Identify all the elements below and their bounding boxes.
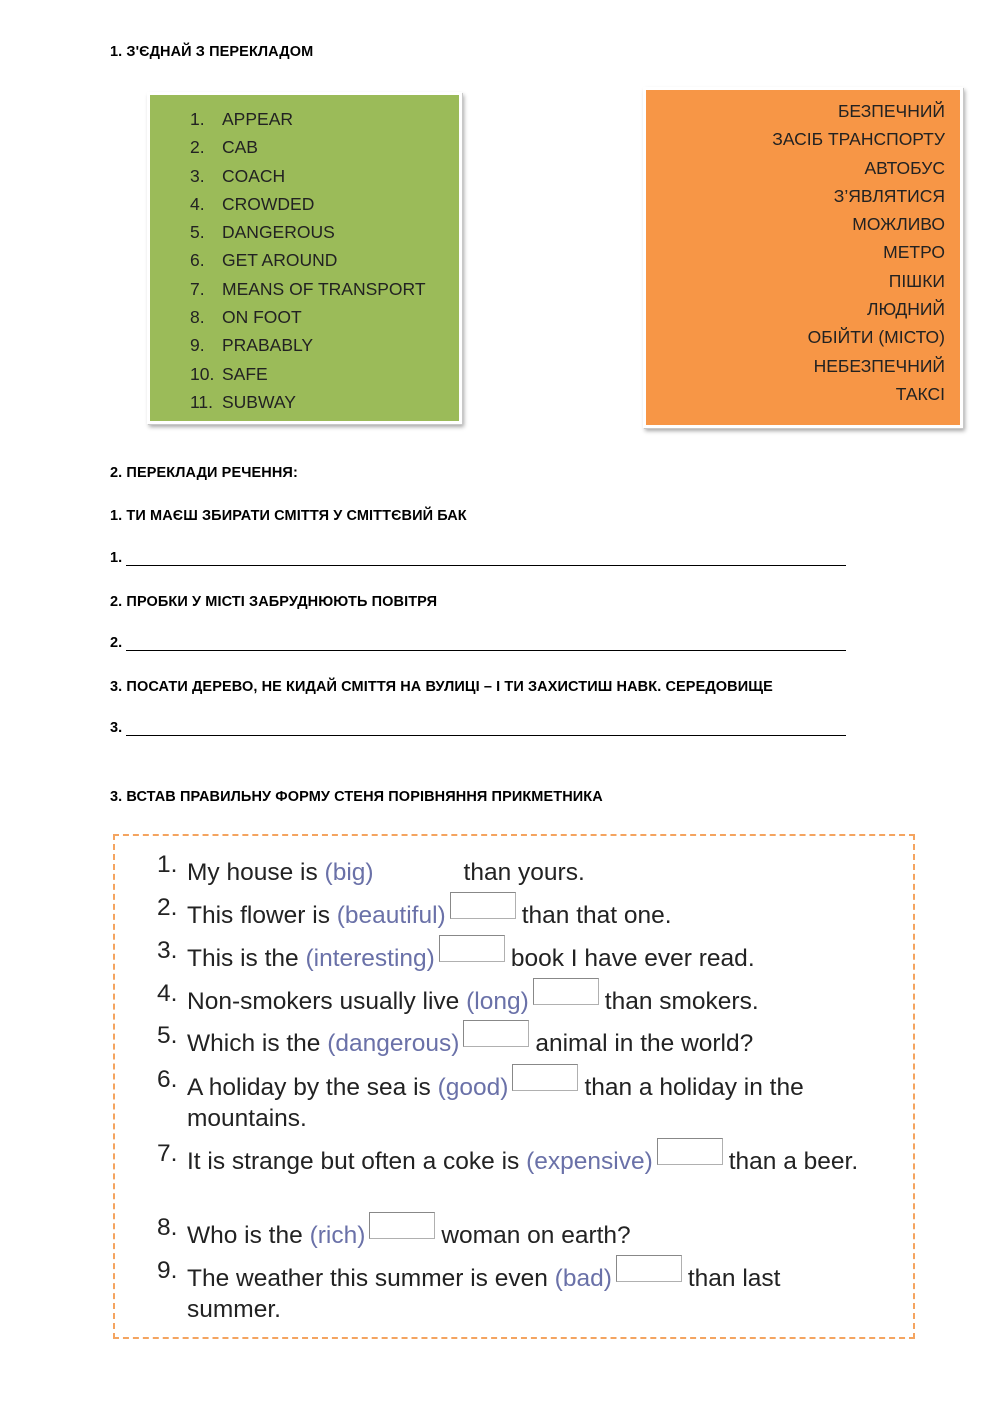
exercise-text: than a beer. — [728, 1148, 859, 1175]
exercise-number: 8. — [157, 1214, 178, 1241]
section-2-title: 2. ПЕРЕКЛАДИ РЕЧЕННЯ: — [110, 465, 298, 481]
exercise-text: A holiday by the sea is — [187, 1074, 431, 1101]
list-item — [190, 275, 426, 303]
answer-blank[interactable] — [512, 1064, 578, 1091]
section-1-title: 1. З'ЄДНАЙ З ПЕРЕКЛАДОМ — [110, 44, 314, 60]
exercise-item — [157, 1212, 877, 1251]
answer-label: 3. — [110, 720, 123, 736]
exercise-hint: (long) — [466, 988, 529, 1015]
english-word: MEANS OF TRANSPORT — [222, 278, 426, 299]
english-word: APPEAR — [222, 109, 293, 129]
answer-field-2[interactable] — [110, 635, 846, 651]
item-number: 1. — [190, 109, 205, 129]
exercise-hint: (rich) — [309, 1222, 366, 1249]
list-item — [190, 218, 426, 246]
list-item — [190, 162, 426, 190]
exercise-hint: (expensive) — [526, 1148, 653, 1175]
english-word: COACH — [222, 165, 286, 186]
item-number: 7. — [190, 278, 205, 299]
exercise-text: than yours. — [463, 859, 585, 886]
list-item — [190, 388, 426, 416]
english-word: SUBWAY — [222, 391, 296, 412]
exercise-hint: (good) — [437, 1074, 509, 1101]
item-number: 11. — [190, 391, 214, 412]
answer-blank[interactable] — [616, 1255, 682, 1282]
item-number: 9. — [190, 335, 205, 356]
english-word: SAFE — [222, 363, 268, 384]
list-item — [190, 190, 426, 218]
exercise-item — [157, 892, 877, 931]
exercise-text: The weather this summer is even — [187, 1265, 548, 1292]
translation-item: АВТОБУС — [864, 157, 945, 178]
list-item — [190, 303, 426, 331]
sentence-prompt-2: 2. ПРОБКИ У МІСТІ ЗАБРУДНЮЮТЬ ПОВІТРЯ — [110, 594, 438, 610]
exercise-number: 5. — [157, 1022, 178, 1049]
answer-blank[interactable] — [439, 935, 505, 962]
exercise-text: My house is — [187, 859, 318, 886]
exercise-item — [157, 1255, 877, 1325]
exercise-number: 1. — [157, 851, 178, 878]
item-number: 10. — [190, 363, 215, 384]
exercise-number: 4. — [157, 980, 178, 1007]
answer-blank[interactable] — [533, 978, 599, 1005]
answer-field-3[interactable] — [110, 720, 846, 736]
exercise-text: than last summer. — [187, 1265, 781, 1323]
exercise-number: 2. — [157, 894, 178, 921]
exercise-text: It is strange but often a coke is — [187, 1148, 520, 1175]
answer-blank[interactable] — [378, 849, 458, 876]
exercise-hint: (bad) — [554, 1265, 612, 1292]
item-number: 8. — [190, 307, 205, 328]
sentence-prompt-3: 3. ПОСАТИ ДЕРЕВО, НЕ КИДАЙ СМІТТЯ НА ВУЛИЦІ – І ТИ ЗАХИСТИШ НАВК. СЕРЕДОВИЩЕ — [110, 679, 773, 695]
answer-underline[interactable] — [126, 552, 846, 566]
exercise-hint: (interesting) — [305, 945, 435, 972]
exercise-hint: (big) — [324, 859, 374, 886]
english-word: PRABABLY — [222, 335, 314, 356]
translation-item: ЛЮДНИЙ — [866, 299, 945, 320]
english-word: GET AROUND — [222, 250, 338, 271]
item-number: 6. — [190, 250, 205, 271]
exercise-text: Which is the — [187, 1030, 321, 1057]
translation-item: МЕТРО — [883, 242, 945, 263]
translation-item: ЗАСІБ ТРАНСПОРТУ — [772, 129, 945, 150]
exercise-item — [157, 1064, 877, 1134]
answer-underline[interactable] — [126, 637, 846, 651]
section-3-title: 3. ВСТАВ ПРАВИЛЬНУ ФОРМУ СТЕНЯ ПОРІВНЯННЯ ПРИКМЕТНИКА — [110, 789, 603, 805]
english-word: DANGEROUS — [222, 222, 335, 243]
exercise-number: 3. — [157, 937, 178, 964]
answer-blank[interactable] — [463, 1020, 529, 1047]
list-item — [190, 360, 426, 388]
answer-label: 1. — [110, 550, 123, 566]
answer-underline[interactable] — [126, 722, 846, 736]
english-word: CROWDED — [222, 193, 315, 214]
list-item — [190, 105, 426, 133]
answer-field-1[interactable] — [110, 550, 846, 566]
exercise-text: Non-smokers usually live — [187, 988, 460, 1015]
exercise-text: than that one. — [521, 902, 672, 929]
exercise-number: 9. — [157, 1257, 178, 1284]
translation-item: ТАКСІ — [895, 383, 945, 404]
english-word: CAB — [222, 137, 258, 158]
sentence-prompt-1: 1. ТИ МАЄШ ЗБИРАТИ СМІТТЯ У СМІТТЄВИЙ БАК — [110, 508, 467, 524]
exercise-item — [157, 978, 877, 1017]
translation-item: ОБІЙТИ (МІСТО) — [807, 327, 945, 348]
translation-item: З’ЯВЛЯТИСЯ — [833, 185, 945, 206]
english-words-box — [147, 92, 462, 424]
list-item — [190, 246, 426, 274]
exercise-text: animal in the world? — [535, 1030, 754, 1057]
item-number: 5. — [190, 222, 205, 243]
translations-box — [643, 87, 963, 428]
exercise-text: book I have ever read. — [510, 945, 755, 972]
answer-blank[interactable] — [657, 1138, 723, 1165]
exercise-text: than smokers. — [604, 988, 759, 1015]
translation-item: НЕБЕЗПЕЧНИЙ — [813, 355, 945, 376]
answer-blank[interactable] — [369, 1212, 435, 1239]
english-word: ON FOOT — [222, 307, 302, 328]
exercise-item — [157, 849, 877, 888]
exercise-text: Who is the — [187, 1222, 303, 1249]
english-words-list — [190, 105, 426, 416]
list-item — [190, 133, 426, 161]
exercise-text: This flower is — [187, 902, 330, 929]
list-item — [190, 331, 426, 359]
exercise-hint: (dangerous) — [327, 1030, 460, 1057]
exercise-number: 7. — [157, 1140, 178, 1167]
exercise-item — [157, 1138, 877, 1177]
exercise-text: woman on earth? — [441, 1222, 631, 1249]
answer-blank[interactable] — [450, 892, 516, 919]
translation-item: БЕЗПЕЧНИЙ — [837, 101, 945, 121]
exercise-item — [157, 1020, 877, 1059]
translation-item: ПІШКИ — [888, 270, 945, 291]
exercise-number: 6. — [157, 1066, 178, 1093]
exercise-text: This is the — [187, 945, 299, 972]
translations-list — [772, 97, 945, 408]
exercise-text: than a holiday in the mountains. — [187, 1074, 804, 1132]
exercise-hint: (beautiful) — [336, 902, 446, 929]
item-number: 2. — [190, 137, 205, 158]
answer-label: 2. — [110, 635, 123, 651]
item-number: 4. — [190, 193, 205, 214]
translation-item: МОЖЛИВО — [852, 214, 945, 235]
item-number: 3. — [190, 165, 205, 186]
exercise-item — [157, 935, 877, 974]
